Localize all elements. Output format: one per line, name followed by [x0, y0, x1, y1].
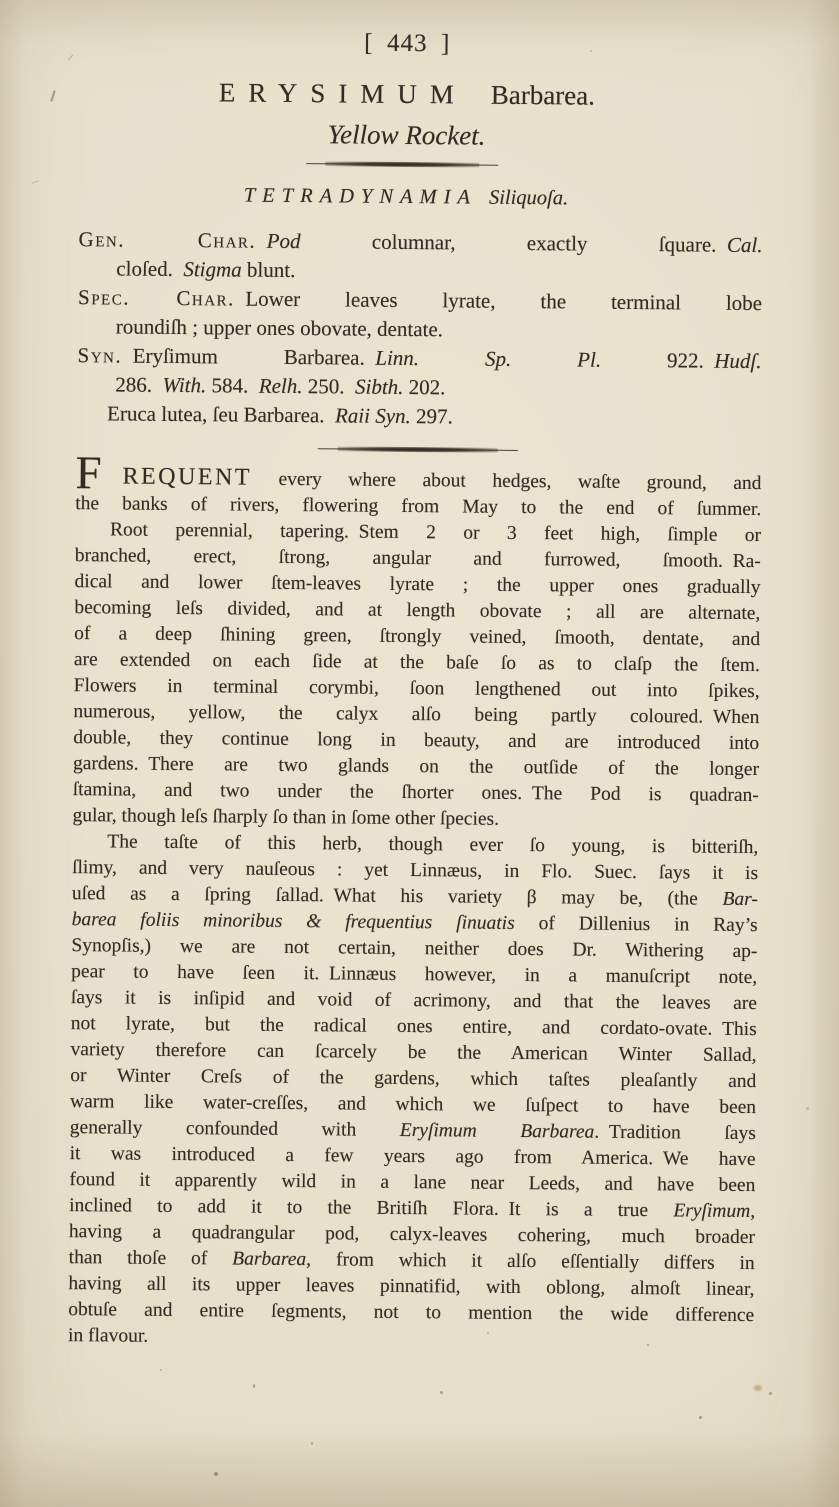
text-run: roundiſh ; upper ones obovate, dentate. [115, 314, 444, 342]
text-run: The taſte of this herb, though ever ſo young, is bitteriſh, [107, 831, 759, 859]
text-run: pear to have ſeen it. Linnæus however, in a manuſcript note, [71, 961, 758, 989]
text-run: ſlimy, and very nauſeous : yet Linnæus, in Flo. Suec. ſays it is [72, 857, 759, 885]
text-run: in flavour. [67, 1325, 149, 1347]
class-name: TETRADYNAMIA [243, 184, 478, 209]
text-run: obtuſe and entire ſegments, not to mention the wide difference [68, 1299, 755, 1327]
text-run: the banks of rivers, flowering from May to the end of ſummer. [75, 493, 762, 521]
body-text-block [67, 447, 762, 1355]
ornamental-rule-top [306, 161, 498, 168]
italic-text: Pod [266, 228, 301, 254]
text-run: double, they continue long in beauty, and are introduced into [73, 727, 760, 755]
text-run: 584. [206, 373, 259, 398]
text-run: , [750, 1201, 756, 1223]
foxing-spot [806, 1107, 809, 1110]
text-run: it was introduced a few years ago from America. We have [69, 1143, 756, 1171]
text-run: branched, erect, ſtrong, angular and furrowed, ſmooth. Ra- [74, 545, 761, 573]
text-run: than thoſe of [68, 1247, 233, 1270]
text-run: Lower leaves lyrate, the terminal lobe [234, 286, 763, 316]
text-run: cloſed. [116, 256, 184, 282]
text-run: 202. [403, 374, 446, 400]
text-run: of Dillenius in Ray’s [514, 912, 758, 937]
text-run: of a deep ſhining green, ſtrongly veined, ſmooth, dentate, and [74, 623, 761, 651]
text-run: columnar, exactly ſquare. [300, 229, 728, 257]
italic-text: Linn. Sp. Pl. [375, 345, 602, 372]
ornamental-rule-body [318, 446, 518, 453]
text-run: warm like water-creſſes, and which we ſuſpect to have been [69, 1091, 757, 1119]
text-run: Flowers in terminal corymbi, ſoon lengthened out into ſpikes, [73, 675, 760, 703]
text-run: 286. [115, 372, 163, 397]
italic-text: Cal. [726, 232, 763, 258]
text-run: not lyrate, but the radical ones entire, and cordato-ovate. This [70, 1013, 757, 1041]
text-run: every where about hedges, waſte ground, and [251, 468, 762, 495]
text-run: having a quadrangular pod, calyx-leaves cohering, much broader [68, 1221, 756, 1249]
character-line [77, 399, 761, 434]
text-run: are extended on each ſide at the baſe ſo as to claſp the ſtem. [73, 649, 760, 677]
text-run: Gen. Char. [78, 227, 257, 253]
foxing-spot [769, 1392, 772, 1395]
text-run: Spec. Char. [77, 285, 235, 311]
text-run: 250. [302, 374, 356, 399]
text-run: numerous, yellow, the calyx alſo being partly coloured. When [73, 701, 760, 729]
order-name: Siliquoſa. [488, 186, 569, 210]
text-run: blunt. [241, 257, 296, 283]
page-number: [ 443 ] [364, 29, 451, 58]
italic-text: Eryſimum [673, 1200, 751, 1223]
text-run: gular, though leſs ſharply ſo than in ſome other ſpecies. [72, 805, 500, 830]
text-run: Eryſimum Barbarea. [122, 343, 376, 370]
common-name: Yellow Rocket. [327, 119, 486, 151]
text-run: dical and lower ſtem-leaves lyrate ; the upper ones gradually [74, 571, 761, 599]
text-run: having all its upper leaves pinnatifid, with oblong, almoſt linear, [68, 1273, 755, 1301]
genus-name: ERYSIMUM [218, 77, 467, 110]
italic-text: Raii Syn. [334, 403, 411, 429]
italic-text: barea foliis minoribus & frequentius ſinuatis [71, 909, 515, 934]
foxing-spot [699, 1416, 702, 1419]
italic-text: Bar- [722, 888, 758, 911]
text-run: 922. [601, 347, 715, 373]
foxing-spot [311, 1442, 313, 1445]
italic-text: Barbarea [232, 1248, 307, 1271]
text-run: ſtamina, and two under the ſhorter ones. The Pod is quadran- [72, 779, 759, 807]
italic-text: Sibth. [354, 374, 404, 399]
text-run: generally confounded with [69, 1117, 400, 1141]
text-run: becoming leſs divided, and at length obovate ; all are alternate, [74, 597, 761, 625]
body-text-line [68, 1323, 754, 1355]
foxing-spot [440, 1391, 443, 1394]
text-run: , from which it alſo eſſentially differs in [306, 1249, 755, 1275]
foxing-spot [214, 1472, 218, 1476]
text-run: Eruca lutea, ſeu Barbarea. [106, 401, 336, 428]
species-epithet: Barbarea. [490, 79, 596, 111]
italic-text: Stigma [183, 257, 242, 282]
foxing-spot [590, 50, 592, 52]
text-run: uſed as a ſpring ſallad. What his variety β may be, (the [71, 883, 723, 910]
text-run: REQUENT [122, 463, 253, 491]
text-run: ſays it is inſipid and void of acrimony, and that the leaves are [70, 987, 758, 1015]
foxing-spot [754, 1385, 762, 1391]
character-description-block [77, 225, 763, 434]
text-run: Syn. [77, 343, 123, 368]
text-run: 297. [410, 404, 453, 429]
text-run: Root perennial, tapering. Stem 2 or 3 feet high, ſimple or [109, 519, 762, 547]
text-run: variety therefore can ſcarcely be the American Winter Sallad, [70, 1039, 757, 1067]
foxing-spot [647, 1344, 649, 1346]
italic-text: Relh. [258, 373, 303, 399]
foxing-spot [160, 1369, 162, 1371]
text-run: found it apparently wild in a lane near Leeds, and have been [69, 1169, 756, 1197]
text-run: Synopſis,) we are not certain, neither does Dr. Withering ap- [71, 935, 758, 963]
text-run: gardens. There are two glands on the outſide of the longer [72, 753, 760, 781]
drop-cap: F [75, 447, 102, 500]
foxing-spot [109, 1284, 111, 1286]
italic-text: With. [162, 372, 207, 398]
text-run: inclined to add it to the Britiſh Flora. It is a true [69, 1195, 674, 1222]
italic-text: Eryſimum Barbarea [399, 1119, 595, 1143]
species-heading [67, 73, 747, 115]
classification-line [66, 180, 746, 214]
text-run: . Tradition ſays [594, 1121, 756, 1145]
foxing-spot [253, 1384, 255, 1388]
italic-text: Hudſ. [714, 348, 762, 374]
text-run: or Winter Creſs of the gardens, which taſtes pleaſantly and [70, 1065, 757, 1093]
text-run [256, 229, 267, 253]
foxing-spot [487, 1332, 489, 1334]
